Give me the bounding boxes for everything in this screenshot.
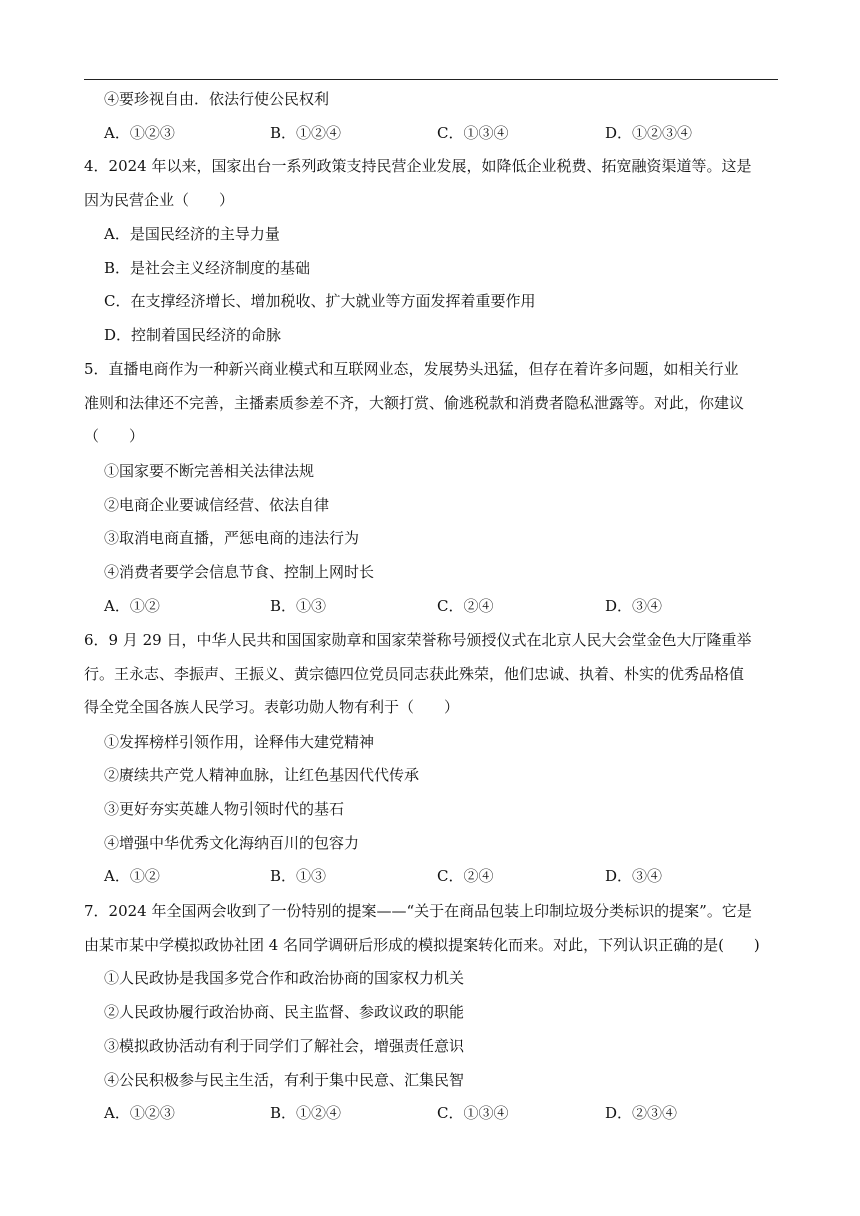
q6-item-1: ①发挥榜样引领作用，诠释伟大建党精神 (104, 733, 375, 751)
q5-item-3: ③取消电商直播，严惩电商的违法行为 (104, 529, 360, 547)
q5-item-4: ④消费者要学会信息节食、控制上网时长 (104, 563, 375, 581)
q7-choice-b[interactable]: B．①②④ (270, 1104, 342, 1122)
q3-choice-a[interactable]: A．①②③ (104, 124, 175, 142)
q6-stem-line-1: 6．9 月 29 日，中华人民共和国国家勋章和国家荣誉称号颁授仪式在北京人民大会堂金色大厅隆重举 (84, 631, 752, 649)
q7-stem-line-2: 由某市某中学模拟政协社团 4 名同学调研后形成的模拟提案转化而来。对此，下列认识正确的是( ) (84, 936, 760, 954)
q5-stem-line-1: 5．直播电商作为一种新兴商业模式和互联网业态，发展势头迅猛，但存在着许多问题，如相关行业 (84, 360, 739, 378)
q7-item-2: ②人民政协履行政治协商、民主监督、参政议政的职能 (104, 1003, 465, 1021)
q7-choice-a[interactable]: A．①②③ (104, 1104, 175, 1122)
q6-choice-c[interactable]: C．②④ (437, 867, 494, 885)
q4-stem-line-1: 4．2024 年以来，国家出台一系列政策支持民营企业发展，如降低企业税费、拓宽融资渠道等。这是 (84, 157, 752, 175)
q6-choice-a[interactable]: A．①② (104, 867, 160, 885)
q6-stem-line-2: 行。王永志、李振声、王振义、黄宗德四位党员同志获此殊荣，他们忠诚、执着、朴实的优秀品格值 (84, 665, 745, 683)
q6-item-3: ③更好夯实英雄人物引领时代的基石 (104, 800, 345, 818)
q6-stem-line-3: 得全党全国各族人民学习。表彰功勋人物有利于（ ） (84, 698, 460, 716)
q7-choice-c[interactable]: C．①③④ (437, 1104, 509, 1122)
q6-item-2: ②赓续共产党人精神血脉，让红色基因代代传承 (104, 766, 420, 784)
q5-stem-line-2: 准则和法律还不完善，主播素质参差不齐，大额打赏、偷逃税款和消费者隐私泄露等。对此，你建议 (84, 394, 745, 412)
q5-choice-c[interactable]: C．②④ (437, 597, 494, 615)
q6-choices (0, 866, 860, 886)
q6-choice-b[interactable]: B．①③ (270, 867, 327, 885)
header-rule (84, 79, 778, 80)
q5-stem-line-3: （ ） (84, 427, 145, 445)
q3-choices (0, 123, 860, 143)
q6-item-4: ④增强中华优秀文化海纳百川的包容力 (104, 834, 360, 852)
q3-choice-b[interactable]: B．①②④ (270, 124, 342, 142)
q5-item-1: ①国家要不断完善相关法律法规 (104, 462, 315, 480)
q7-item-3: ③模拟政协活动有利于同学们了解社会，增强责任意识 (104, 1037, 465, 1055)
q6-choice-d[interactable]: D．③④ (605, 867, 663, 885)
q4-option-b[interactable]: B．是社会主义经济制度的基础 (104, 259, 311, 277)
q4-option-d[interactable]: D．控制着国民经济的命脉 (104, 326, 282, 344)
q5-item-2: ②电商企业要诚信经营、依法自律 (104, 496, 330, 514)
q4-option-c[interactable]: C．在支撑经济增长、增加税收、扩大就业等方面发挥着重要作用 (104, 292, 536, 310)
q7-choices (0, 1103, 860, 1123)
q5-choice-d[interactable]: D．③④ (605, 597, 663, 615)
q7-stem-line-1: 7．2024 年全国两会收到了一份特别的提案——“关于在商品包装上印制垃圾分类标识的提案”。它是 (84, 902, 752, 920)
q7-choice-d[interactable]: D．②③④ (605, 1104, 678, 1122)
q3-choice-d[interactable]: D．①②③④ (605, 124, 693, 142)
q5-choice-a[interactable]: A．①② (104, 597, 160, 615)
q5-choice-b[interactable]: B．①③ (270, 597, 327, 615)
q3-item-4: ④要珍视自由．依法行使公民权利 (104, 90, 330, 108)
q7-item-4: ④公民积极参与民主生活，有利于集中民意、汇集民智 (104, 1071, 465, 1089)
q5-choices (0, 596, 860, 616)
q7-item-1: ①人民政协是我国多党合作和政治协商的国家权力机关 (104, 969, 465, 987)
q4-stem-line-2: 因为民营企业（ ） (84, 191, 235, 209)
q4-option-a[interactable]: A．是国民经济的主导力量 (104, 225, 280, 243)
q3-choice-c[interactable]: C．①③④ (437, 124, 509, 142)
